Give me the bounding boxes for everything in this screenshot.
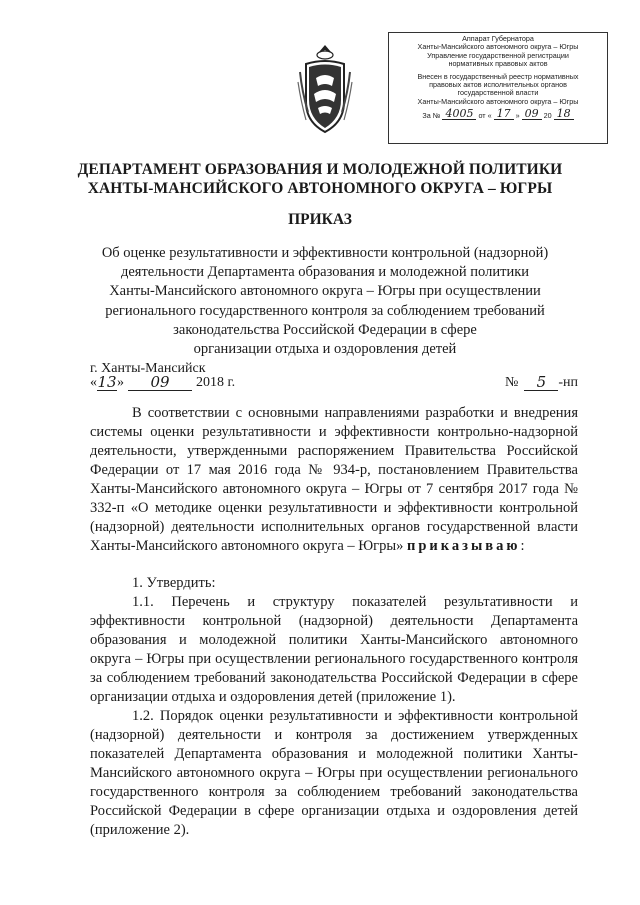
order-body [90, 404, 578, 840]
department-title-line: ДЕПАРТАМЕНТ ОБРАЗОВАНИЯ И МОЛОДЕЖНОЙ ПОЛИТИКИ [77, 161, 563, 178]
coat-of-arms-icon [296, 42, 354, 136]
subject-line: деятельности Департамента образования и молодежной политики [120, 264, 530, 281]
stamp-reg-year: 18 [554, 109, 574, 120]
stamp-line: правовых актов исполнительных органов [429, 80, 567, 90]
subject-line: законодательства Российской Федерации в сфере [173, 321, 477, 338]
stamp-reg-day: 17 [494, 109, 514, 120]
stamp-reg-number: 4005 [442, 109, 476, 120]
registration-stamp [388, 32, 608, 144]
department-title-line: ХАНТЫ-МАНСИЙСКОГО АВТОНОМНОГО ОКРУГА – ЮГРЫ [87, 180, 553, 197]
order-subject [90, 244, 560, 359]
stamp-line: государственной власти [457, 88, 539, 98]
stamp-line: Внесен в государственный реестр нормативных [417, 71, 579, 81]
subject-line: регионального государственного контроля за соблюдением требований [105, 302, 545, 319]
item-1: 1. Утвердить: [132, 575, 216, 591]
stamp-line: Ханты-Мансийского автономного округа – Югры [417, 96, 579, 106]
date-close-quote: » [117, 375, 124, 390]
date-year: 2018 г. [196, 375, 236, 390]
stamp-line: Аппарат Губернатора [462, 34, 534, 43]
stamp-reg-from: от « [478, 110, 492, 120]
preamble-paragraph [90, 404, 578, 556]
item-1-2: 1.2. Порядок оценки результативности и эффективности контрольной (надзорной) деятельности и контроля за достижением утвержденных показателей Департамента образования и молодежной политики Ханты-Мансийского автономного округа – Югры при осуществлении регионального государственного контроля за соблюдением требований законодательства Российской Федерации в сфере организации отдыха и оздоровления детей (приложение 2). [90, 708, 578, 838]
stamp-line: нормативных правовых актов [448, 59, 548, 69]
stamp-reg-year-prefix: 20 [543, 110, 552, 120]
order-colon: : [520, 538, 525, 554]
subject-line: Об оценке результативности и эффективности контрольной (надзорной) [101, 245, 549, 261]
stamp-registration-line: За № 4005 от « 17 » 09 20 18 [392, 109, 604, 120]
stamp-reg-month: 09 [522, 109, 542, 120]
date-open-quote: « [90, 375, 97, 390]
date-day: 13 [97, 373, 117, 391]
stamp-line: Управление государственной регистрации [427, 50, 569, 60]
item-1-1: 1.1. Перечень и структуру показателей результативности и эффективности контрольной (надзорной) деятельности Департамента образования и молодежной политики Ханты-Мансийского автономного округа – Югры при осуществлении регионального государственного контроля за соблюдением требований законодательства Российской Федерации в сфере организации отдыха и оздоровления детей (приложение 1). [90, 594, 578, 705]
place-of-issue: г. Ханты-Мансийск [90, 361, 206, 376]
subject-line: Ханты-Мансийского автономного округа – Югры при осуществлении [109, 283, 541, 300]
order-word: приказываю [406, 538, 521, 554]
document-type: ПРИКАЗ [288, 211, 352, 228]
number-prefix: № [504, 375, 519, 390]
preamble-text: В соответствии с основными направлениями разработки и внедрения системы оценки результативности и эффективности контрольно-надзорной деятельности, утвержденными распоряжением Правительства Российской Федерации от 17 мая 2016 года № 934-р, постановлением Правительства Ханты-Мансийского автономного округа – Югры от 7 сентября 2017 года № 332-п «О методике оценки результативности и эффективности контрольной (надзорной) деятельности исполнительных органов государственной власти Ханты-Мансийского автономного округа – Югры» [90, 405, 578, 554]
date-month: 09 [128, 375, 192, 391]
order-date [90, 375, 235, 391]
subject-line: организации отдыха и оздоровления детей [193, 341, 457, 358]
department-title [0, 160, 640, 198]
stamp-reg-prefix: За № [422, 110, 441, 120]
number-suffix: -нп [558, 375, 578, 390]
stamp-line: Ханты-Мансийского автономного округа – Югры [417, 42, 579, 52]
order-number [505, 375, 578, 391]
number-value: 5 [524, 375, 558, 391]
